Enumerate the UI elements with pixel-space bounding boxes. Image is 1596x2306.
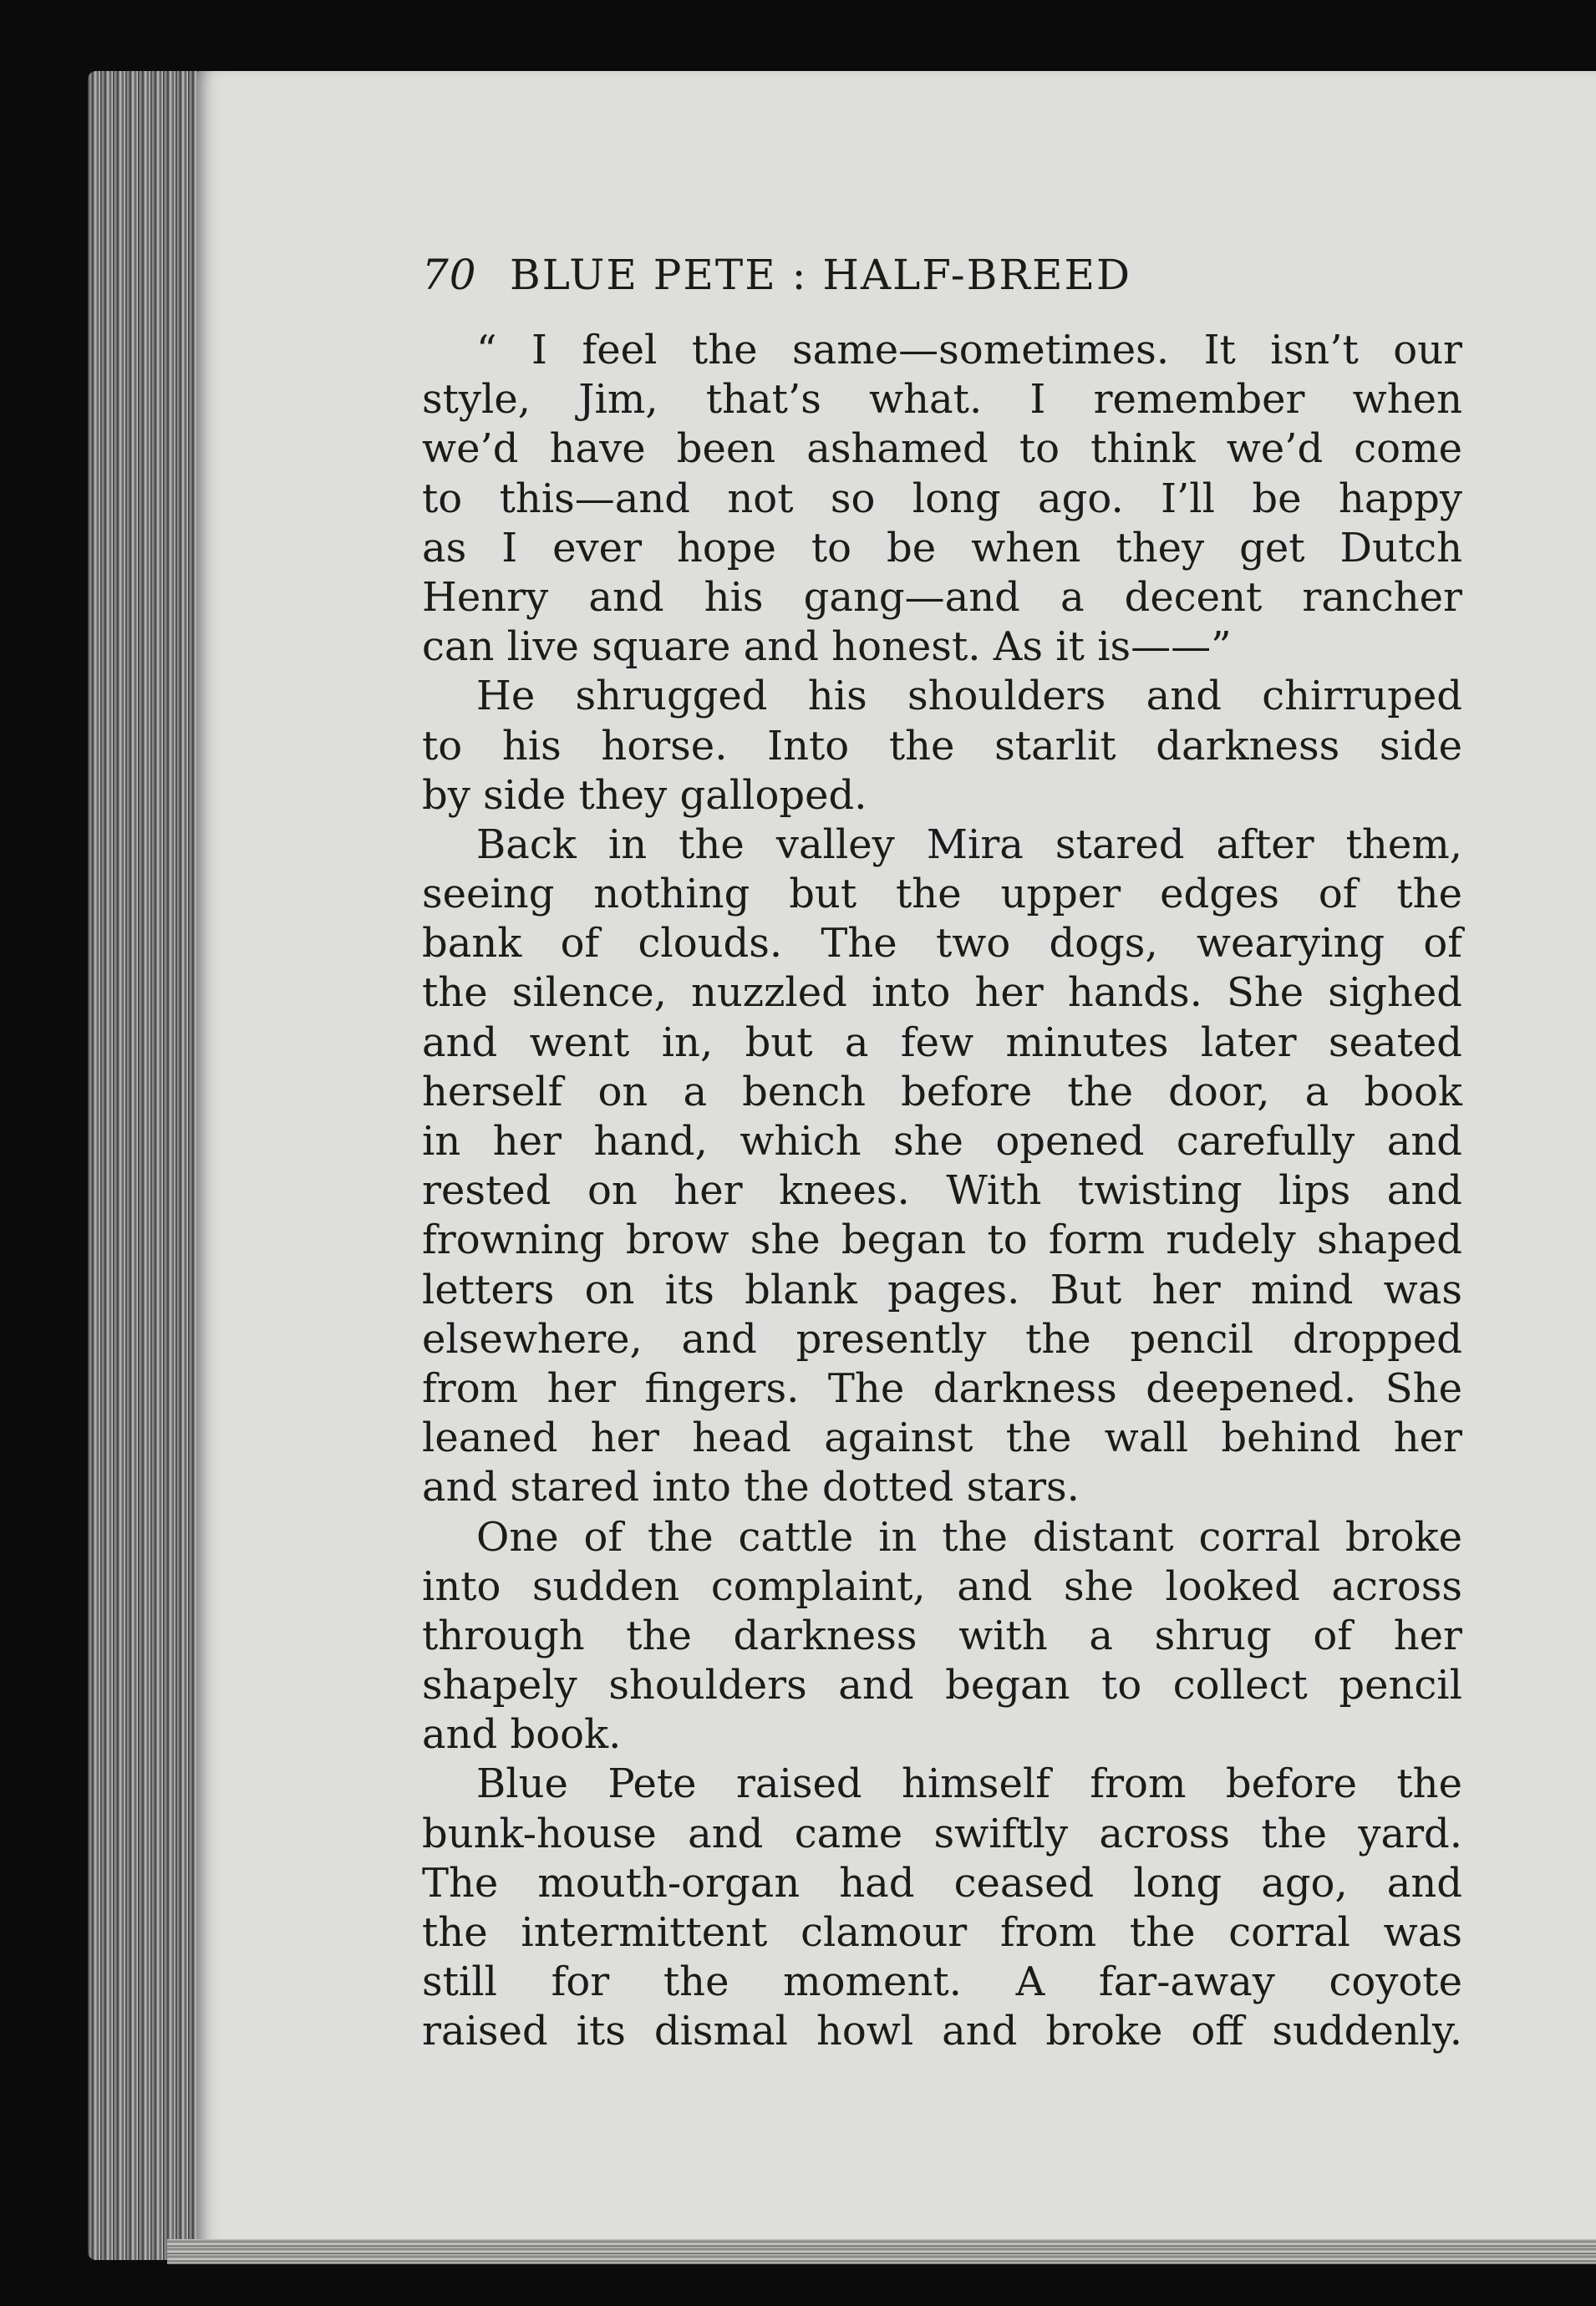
book-bottom-edge bbox=[167, 2239, 1596, 2264]
text-line: shapely shoulders and began to collect pencil bbox=[422, 1662, 1462, 1709]
paragraph bbox=[422, 1513, 1462, 1760]
text-line: to this—and not so long ago. I’ll be happy bbox=[422, 475, 1462, 522]
text-line: still for the moment. A far-away coyote bbox=[422, 1958, 1462, 2006]
text-line: and stared into the dotted stars. bbox=[422, 1464, 1080, 1511]
text-line: we’d have been ashamed to think we’d come bbox=[422, 425, 1462, 473]
text-line: into sudden complaint, and she looked across bbox=[422, 1562, 1462, 1610]
text-line: bank of clouds. The two dogs, wearying of bbox=[422, 920, 1462, 968]
paragraph bbox=[422, 820, 1462, 1513]
text-line: the intermittent clamour from the corral was bbox=[422, 1909, 1462, 1956]
text-line: bunk-house and came swiftly across the yard. bbox=[422, 1810, 1462, 1857]
text-line: leaned her head against the wall behind her bbox=[422, 1415, 1462, 1462]
page-number: 70 bbox=[422, 251, 477, 299]
text-line: rested on her knees. With twisting lips and bbox=[422, 1167, 1462, 1215]
text-line: seeing nothing but the upper edges of the bbox=[422, 871, 1462, 918]
text-line: through the darkness with a shrug of her bbox=[422, 1612, 1462, 1659]
text-line: Back in the valley Mira stared after them, bbox=[476, 820, 1462, 868]
paragraph bbox=[422, 1760, 1462, 2056]
text-line: style, Jim, that’s what. I remember when bbox=[422, 376, 1462, 424]
text-line: One of the cattle in the distant corral broke bbox=[476, 1513, 1462, 1561]
text-line: as I ever hope to be when they get Dutch bbox=[422, 524, 1462, 571]
paragraph bbox=[422, 672, 1462, 820]
text-line: frowning brow she began to form rudely shaped bbox=[422, 1216, 1462, 1264]
text-line: Blue Pete raised himself from before the bbox=[476, 1760, 1462, 1808]
text-line: raised its dismal howl and broke off suddenly. bbox=[422, 2008, 1462, 2055]
text-block bbox=[422, 251, 1462, 2057]
text-line: “ I feel the same—sometimes. It isn’t our bbox=[476, 327, 1462, 373]
text-line: The mouth-organ had ceased long ago, and bbox=[422, 1859, 1462, 1907]
text-line: He shrugged his shoulders and chirruped bbox=[476, 673, 1462, 720]
text-line: and book. bbox=[422, 1711, 622, 1759]
text-line: can live square and honest. As it is——” bbox=[422, 623, 1232, 671]
text-line: and went in, but a few minutes later seated bbox=[422, 1018, 1462, 1066]
text-line: by side they galloped. bbox=[422, 771, 867, 819]
text-line: from her fingers. The darkness deepened. She bbox=[422, 1364, 1462, 1412]
text-line: elsewhere, and presently the pencil dropped bbox=[422, 1315, 1462, 1363]
text-line: Henry and his gang—and a decent rancher bbox=[422, 573, 1462, 621]
running-head bbox=[422, 251, 1462, 326]
text-line: herself on a bench before the door, a book bbox=[422, 1068, 1462, 1115]
running-title: BLUE PETE : HALF-BREED bbox=[510, 251, 1132, 299]
text-line: letters on its blank pages. But her mind was bbox=[422, 1266, 1462, 1313]
text-line: in her hand, which she opened carefully and bbox=[422, 1118, 1462, 1165]
text-line: the silence, nuzzled into her hands. She sighed bbox=[422, 969, 1462, 1017]
text-line: to his horse. Into the starlit darkness side bbox=[422, 722, 1462, 770]
paragraph bbox=[422, 326, 1462, 672]
